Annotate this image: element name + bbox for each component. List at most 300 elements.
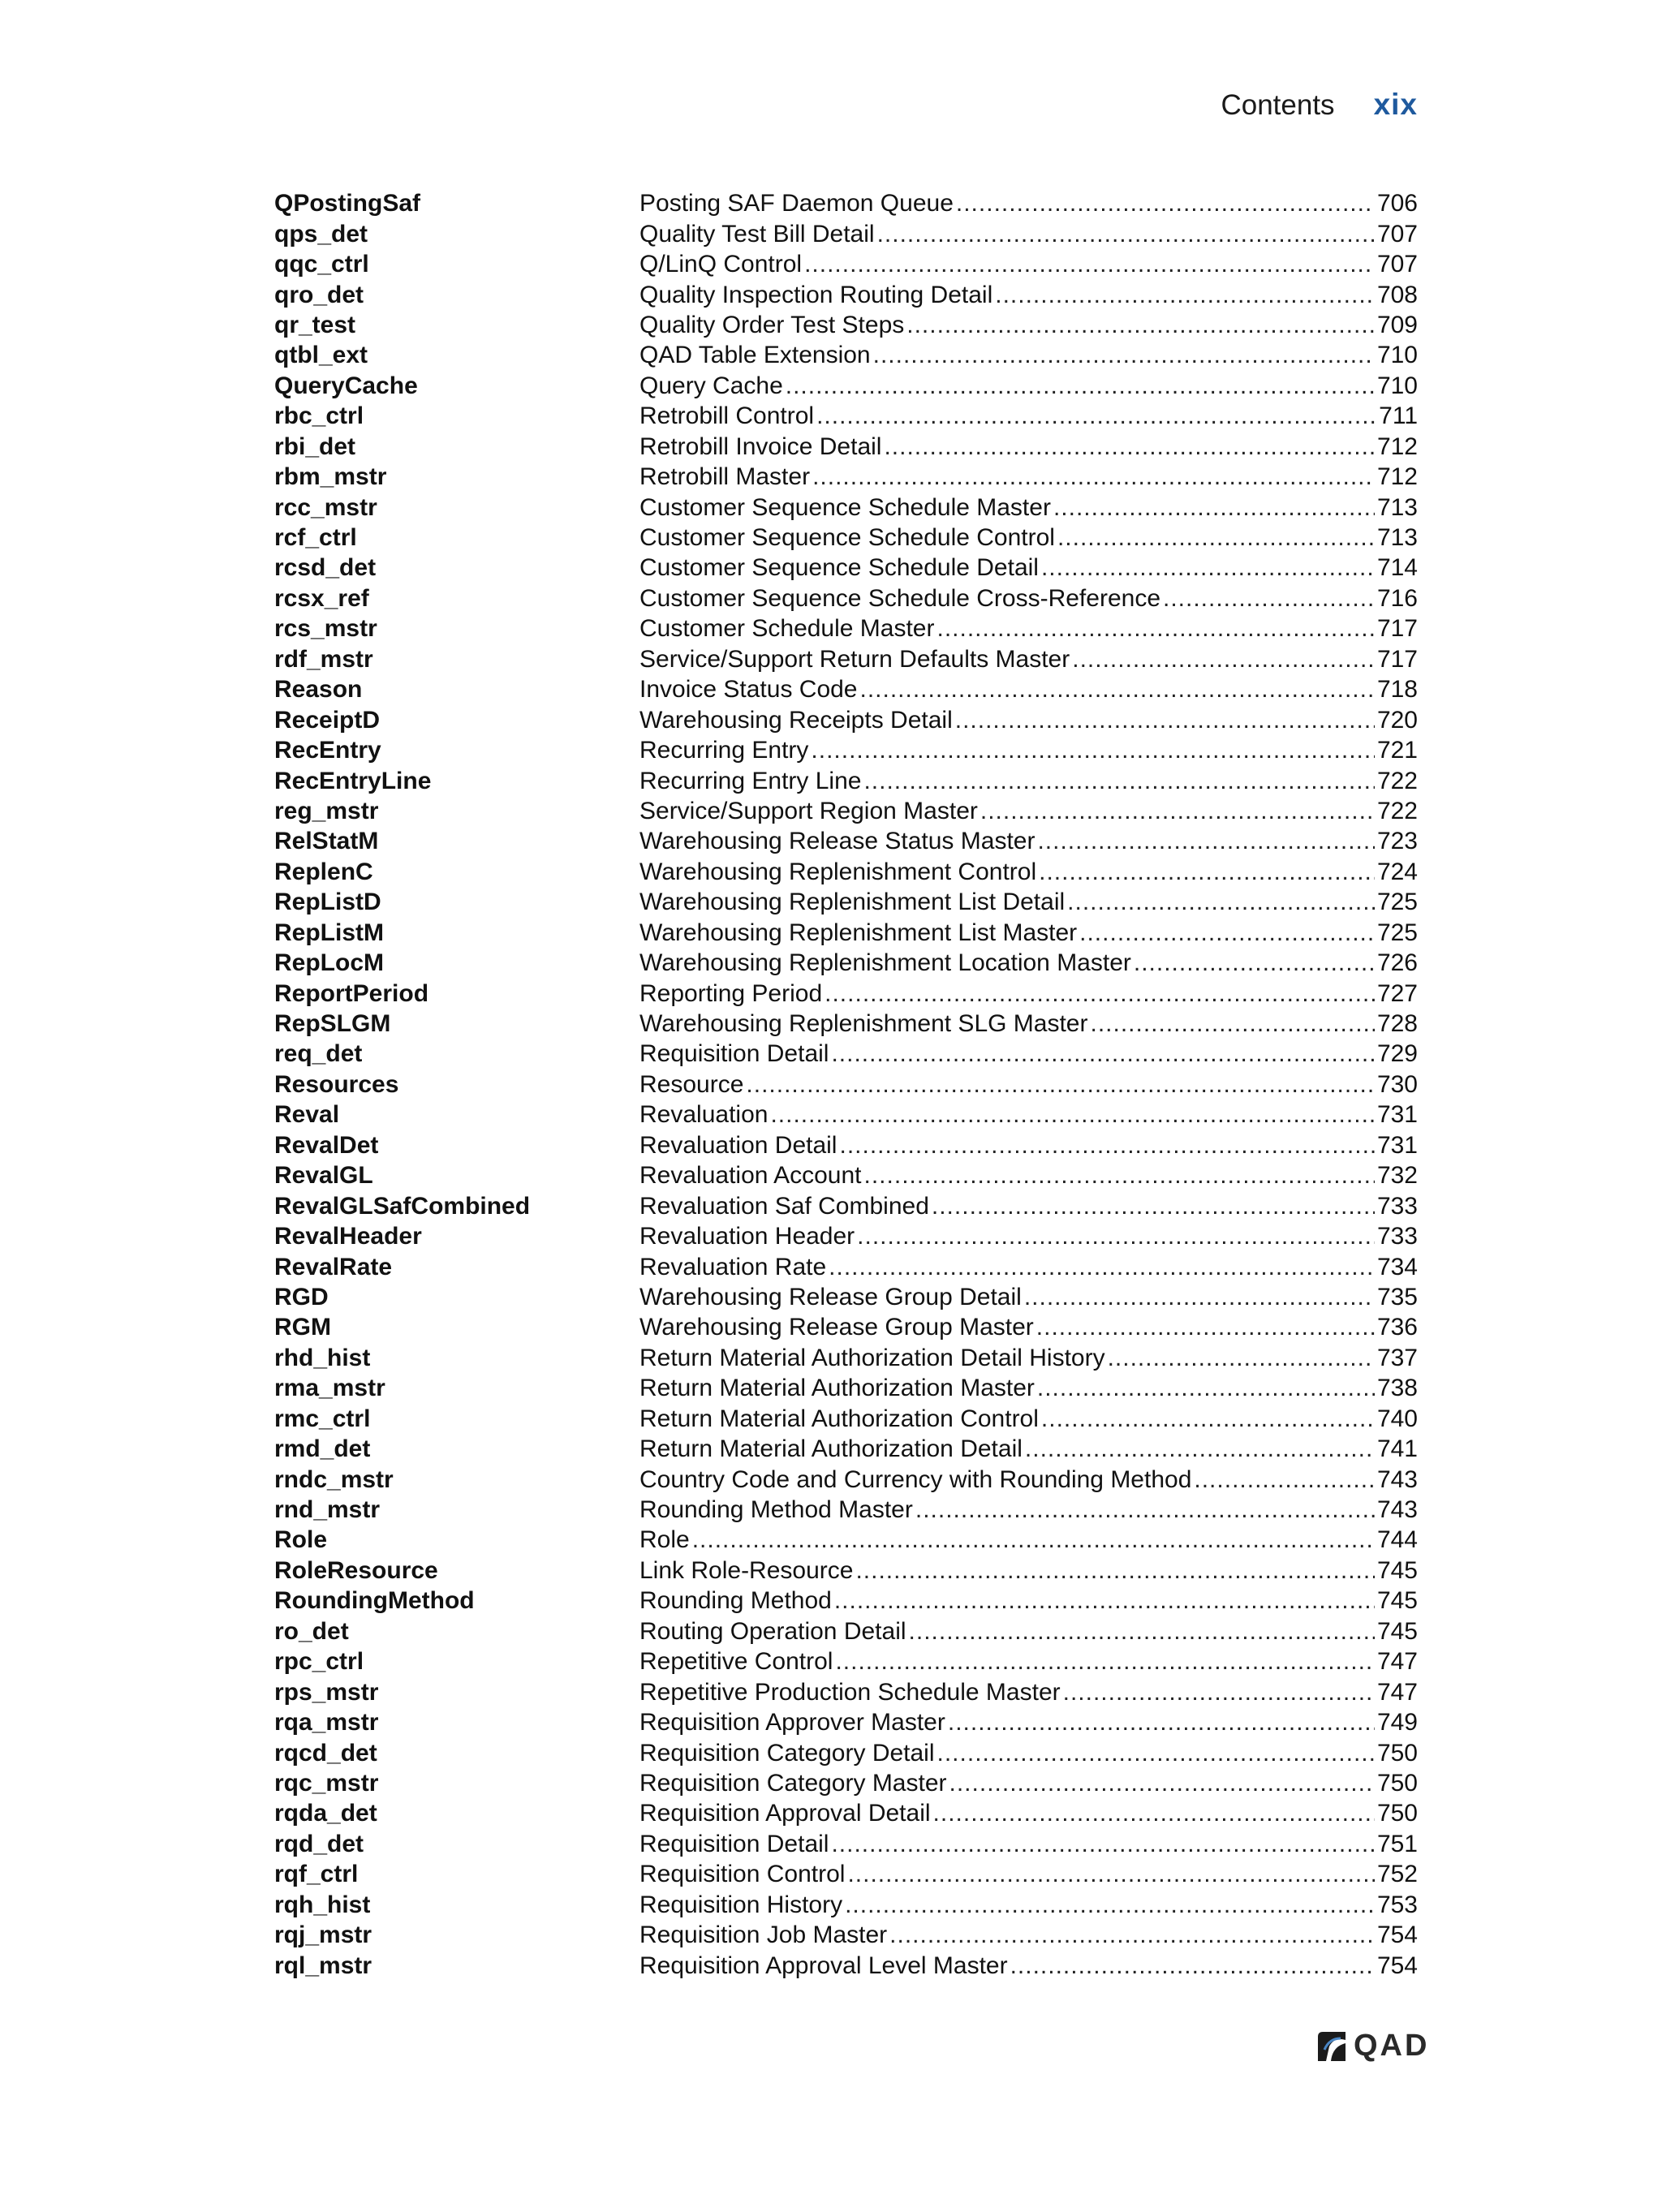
dot-leader: [770, 1100, 1375, 1130]
table-name: rps_mstr: [274, 1678, 379, 1706]
table-description: Requisition Category Master: [639, 1769, 947, 1797]
toc-entry[interactable]: [274, 1100, 1418, 1130]
page-reference: 709: [1376, 311, 1418, 338]
toc-entry[interactable]: [274, 371, 1418, 401]
page-reference: 725: [1376, 889, 1418, 916]
dot-leader: [847, 1859, 1374, 1889]
table-description: Resource: [639, 1070, 744, 1098]
table-description: Return Material Authorization Control: [639, 1405, 1039, 1432]
page-reference: 711: [1379, 402, 1418, 430]
page-reference: 710: [1376, 342, 1418, 369]
page-reference: 727: [1376, 979, 1418, 1007]
table-name: rmd_det: [274, 1435, 371, 1463]
table-description: Return Material Authorization Detail History: [639, 1344, 1105, 1371]
table-description: Revaluation Rate: [639, 1253, 827, 1280]
dot-leader: [956, 188, 1375, 218]
page-reference: 717: [1376, 615, 1418, 643]
table-description: Customer Sequence Schedule Control: [639, 524, 1055, 552]
table-description: Warehousing Replenishment Control: [639, 858, 1037, 885]
toc-entry[interactable]: [274, 857, 1418, 887]
table-description: Recurring Entry Line: [639, 767, 862, 794]
table-description: Country Code and Currency with Rounding Method: [639, 1465, 1192, 1493]
qad-logo-mark-icon: [1315, 2029, 1349, 2063]
toc-entry[interactable]: [274, 1251, 1418, 1281]
dot-leader: [889, 1920, 1375, 1950]
table-description: Warehousing Replenishment SLG Master: [639, 1010, 1088, 1038]
toc-entry[interactable]: [274, 1160, 1418, 1190]
table-description: Revaluation: [639, 1101, 769, 1129]
dot-leader: [995, 280, 1375, 310]
table-name: ReceiptD: [274, 706, 381, 734]
page-reference: 740: [1376, 1405, 1418, 1432]
dot-leader: [692, 1525, 1375, 1555]
table-name: rqd_det: [274, 1830, 364, 1857]
table-description: Requisition Approval Level Master: [639, 1952, 1008, 1979]
dot-leader: [1024, 1282, 1375, 1312]
dot-leader: [937, 613, 1375, 643]
page-reference: 750: [1376, 1739, 1418, 1767]
page-reference: 749: [1376, 1709, 1418, 1736]
dot-leader: [804, 249, 1375, 279]
dot-leader: [1090, 1009, 1374, 1039]
toc-entry[interactable]: [274, 1586, 1418, 1616]
dot-leader: [1067, 887, 1375, 917]
page-reference: 726: [1376, 949, 1418, 977]
dot-leader: [857, 1221, 1375, 1251]
table-description: Warehousing Replenishment List Master: [639, 919, 1078, 946]
table-description: Requisition Detail: [639, 1830, 829, 1857]
table-description: Requisition Detail: [639, 1040, 829, 1068]
toc-entry[interactable]: [274, 310, 1418, 340]
dot-leader: [1025, 1434, 1375, 1464]
toc-entry[interactable]: [274, 462, 1418, 492]
page-reference: 738: [1376, 1375, 1418, 1402]
table-name: reg_mstr: [274, 797, 379, 824]
dot-leader: [1134, 948, 1375, 978]
page-reference: 722: [1376, 797, 1418, 824]
table-name: RecEntry: [274, 737, 381, 764]
toc-entry[interactable]: [274, 1434, 1418, 1464]
dot-leader: [839, 1130, 1374, 1160]
dot-leader: [873, 340, 1375, 370]
table-description: Customer Schedule Master: [639, 615, 935, 643]
table-name: ReportPeriod: [274, 979, 429, 1007]
page-reference: 714: [1376, 554, 1418, 582]
page-reference: 745: [1376, 1556, 1418, 1584]
table-description: Repetitive Control: [639, 1648, 833, 1676]
dot-leader: [1037, 826, 1374, 856]
toc-entry[interactable]: [274, 978, 1418, 1008]
dot-leader: [816, 401, 1376, 431]
toc-entry[interactable]: [274, 249, 1418, 279]
table-name: rbm_mstr: [274, 463, 387, 491]
toc-entry[interactable]: [274, 826, 1418, 856]
table-name: rcsx_ref: [274, 584, 369, 612]
page-reference: 743: [1376, 1465, 1418, 1493]
dot-leader: [1194, 1465, 1375, 1495]
toc-entry[interactable]: [274, 1404, 1418, 1434]
table-name: RepSLGM: [274, 1010, 391, 1038]
page-reference: 730: [1376, 1070, 1418, 1098]
table-name: rbc_ctrl: [274, 402, 364, 430]
table-name: ro_det: [274, 1617, 349, 1645]
table-description: Retrobill Master: [639, 463, 811, 491]
page-reference: 754: [1376, 1922, 1418, 1949]
table-description: Revaluation Saf Combined: [639, 1192, 929, 1220]
table-name: RepLocM: [274, 949, 384, 977]
table-name: rcf_ctrl: [274, 524, 357, 552]
toc-entry[interactable]: [274, 1556, 1418, 1586]
table-name: rqc_mstr: [274, 1769, 379, 1797]
page-reference: 712: [1376, 463, 1418, 491]
dot-leader: [1039, 857, 1375, 887]
page-reference: 716: [1376, 584, 1418, 612]
toc-entry[interactable]: [274, 765, 1418, 795]
page-reference: 731: [1376, 1131, 1418, 1159]
toc-entry[interactable]: [274, 735, 1418, 765]
logo-text: QAD: [1354, 2028, 1430, 2063]
dot-leader: [933, 1798, 1375, 1828]
toc-entry[interactable]: [274, 1890, 1418, 1920]
dot-leader: [864, 1160, 1375, 1190]
table-name: RoleResource: [274, 1556, 438, 1584]
toc-entry[interactable]: [274, 1069, 1418, 1100]
table-name: rpc_ctrl: [274, 1648, 364, 1676]
table-name: qps_det: [274, 220, 368, 247]
dot-leader: [829, 1252, 1375, 1282]
page-reference: 708: [1376, 281, 1418, 308]
page-reference: 712: [1376, 433, 1418, 460]
table-name: rcs_mstr: [274, 615, 377, 643]
dot-leader: [1041, 1404, 1375, 1434]
table-description: Repetitive Production Schedule Master: [639, 1678, 1061, 1706]
page-reference: 724: [1376, 858, 1418, 885]
page-reference: 741: [1376, 1435, 1418, 1463]
page-reference: 744: [1376, 1526, 1418, 1554]
dot-leader: [860, 674, 1375, 704]
dot-leader: [949, 1768, 1375, 1798]
page-reference: 750: [1376, 1800, 1418, 1827]
toc-entry[interactable]: [274, 1676, 1418, 1706]
dot-leader: [884, 432, 1374, 462]
page-reference: 750: [1376, 1769, 1418, 1797]
table-name: rqa_mstr: [274, 1709, 379, 1736]
table-name: QueryCache: [274, 372, 418, 399]
toc-entry[interactable]: [274, 1829, 1418, 1859]
toc-entry[interactable]: [274, 1950, 1418, 1980]
dot-leader: [932, 1191, 1375, 1221]
table-name: RelStatM: [274, 828, 379, 855]
toc-entry[interactable]: [274, 644, 1418, 674]
table-name: RGD: [274, 1283, 329, 1310]
table-description: QAD Table Extension: [639, 342, 871, 369]
dot-leader: [746, 1069, 1375, 1100]
table-description: Requisition Approver Master: [639, 1709, 945, 1736]
dot-leader: [1063, 1677, 1375, 1707]
running-header: [1221, 88, 1418, 128]
table-name: rql_mstr: [274, 1952, 372, 1979]
table-name: rqda_det: [274, 1800, 377, 1827]
page-reference: 732: [1376, 1162, 1418, 1190]
dot-leader: [915, 1495, 1375, 1525]
table-name: req_det: [274, 1040, 363, 1068]
table-description: Warehousing Release Group Master: [639, 1314, 1034, 1341]
dot-leader: [812, 462, 1375, 492]
page-reference: 707: [1376, 220, 1418, 247]
table-description: Customer Sequence Schedule Cross-Reference: [639, 584, 1160, 612]
table-description: Revaluation Header: [639, 1223, 855, 1250]
toc-entry[interactable]: [274, 432, 1418, 462]
toc-entry[interactable]: [274, 1798, 1418, 1828]
toc-entry[interactable]: [274, 704, 1418, 734]
table-name: Role: [274, 1526, 328, 1554]
dot-leader: [831, 1039, 1374, 1069]
toc-entry[interactable]: [274, 613, 1418, 643]
dot-leader: [955, 705, 1375, 735]
table-name: RevalDet: [274, 1131, 379, 1159]
toc-entry[interactable]: [274, 583, 1418, 613]
page-reference: 721: [1376, 737, 1418, 764]
toc-entry[interactable]: [274, 1009, 1418, 1039]
table-description: Return Material Authorization Master: [639, 1375, 1035, 1402]
table-name: RevalHeader: [274, 1223, 422, 1250]
dot-leader: [948, 1707, 1375, 1737]
table-name: QPostingSaf: [274, 190, 421, 217]
dot-leader: [831, 1829, 1374, 1859]
table-name: rqh_hist: [274, 1891, 371, 1918]
page-reference: 707: [1376, 251, 1418, 278]
table-description: Service/Support Region Master: [639, 797, 978, 824]
toc-entry[interactable]: [274, 948, 1418, 978]
table-name: rmc_ctrl: [274, 1405, 371, 1432]
page-reference: 733: [1376, 1192, 1418, 1220]
page-reference: 734: [1376, 1253, 1418, 1280]
page-reference: 713: [1376, 493, 1418, 521]
page-reference: 751: [1376, 1830, 1418, 1857]
table-description: Reporting Period: [639, 979, 823, 1007]
page-reference: 717: [1376, 645, 1418, 673]
page-reference: 743: [1376, 1496, 1418, 1524]
dot-leader: [845, 1890, 1375, 1920]
table-name: rqj_mstr: [274, 1922, 372, 1949]
table-name: ReplenC: [274, 858, 373, 885]
dot-leader: [909, 1616, 1375, 1646]
table-name: Resources: [274, 1070, 399, 1098]
dot-leader: [786, 371, 1375, 401]
toc-entry[interactable]: [274, 1221, 1418, 1251]
table-description: Warehousing Replenishment Location Master: [639, 949, 1131, 977]
table-name: rbi_det: [274, 433, 356, 460]
page-reference: 753: [1376, 1891, 1418, 1918]
dot-leader: [855, 1556, 1374, 1586]
toc-entry[interactable]: [274, 887, 1418, 917]
toc-entry[interactable]: [274, 340, 1418, 370]
toc-entry[interactable]: [274, 1495, 1418, 1525]
page-reference: 722: [1376, 767, 1418, 794]
page-reference: 736: [1376, 1314, 1418, 1341]
toc-entry[interactable]: [274, 553, 1418, 583]
dot-leader: [1010, 1951, 1375, 1981]
toc-entry[interactable]: [274, 1130, 1418, 1160]
table-name: rqcd_det: [274, 1739, 377, 1767]
toc-entry[interactable]: [274, 1707, 1418, 1737]
table-description: Rounding Method Master: [639, 1496, 913, 1524]
dot-leader: [825, 979, 1375, 1009]
table-name: rcc_mstr: [274, 493, 377, 521]
page-reference: 723: [1376, 828, 1418, 855]
table-name: RepListD: [274, 889, 381, 916]
table-name: rnd_mstr: [274, 1496, 381, 1524]
table-description: Requisition Control: [639, 1861, 846, 1888]
table-description: Retrobill Control: [639, 402, 815, 430]
toc-entry[interactable]: [274, 1343, 1418, 1373]
dot-leader: [1036, 1312, 1375, 1342]
table-description: Retrobill Invoice Detail: [639, 433, 882, 460]
toc-entry[interactable]: [274, 1616, 1418, 1646]
page-reference: 747: [1376, 1678, 1418, 1706]
toc-entry[interactable]: [274, 1373, 1418, 1403]
dot-leader: [937, 1738, 1375, 1768]
page-number: xix: [1373, 88, 1418, 121]
table-description: Warehousing Release Status Master: [639, 828, 1036, 855]
toc-entry[interactable]: [274, 1920, 1418, 1950]
toc-entry[interactable]: [274, 796, 1418, 826]
table-description: Requisition Category Detail: [639, 1739, 935, 1767]
table-description: Link Role-Resource: [639, 1556, 854, 1584]
page-reference: 745: [1376, 1617, 1418, 1645]
toc-entry[interactable]: [274, 492, 1418, 522]
page-reference: 720: [1376, 706, 1418, 734]
table-name: rdf_mstr: [274, 645, 373, 673]
table-name: rqf_ctrl: [274, 1861, 359, 1888]
table-name: qqc_ctrl: [274, 251, 369, 278]
dot-leader: [1057, 523, 1375, 553]
table-description: Warehousing Release Group Detail: [639, 1283, 1022, 1310]
table-name: rcsd_det: [274, 554, 377, 582]
table-name: RecEntryLine: [274, 767, 432, 794]
dot-leader: [980, 796, 1375, 826]
table-description: Warehousing Receipts Detail: [639, 706, 953, 734]
page-reference: 706: [1376, 190, 1418, 217]
table-name: RoundingMethod: [274, 1587, 475, 1615]
table-name: qtbl_ext: [274, 342, 368, 369]
toc-entry[interactable]: [274, 1859, 1418, 1889]
table-description: Invoice Status Code: [639, 676, 858, 704]
toc-entry[interactable]: [274, 1737, 1418, 1767]
dot-leader: [835, 1646, 1374, 1676]
table-name: rndc_mstr: [274, 1465, 394, 1493]
page-reference: 754: [1376, 1952, 1418, 1979]
page-reference: 752: [1376, 1861, 1418, 1888]
toc-entry[interactable]: [274, 1190, 1418, 1220]
table-description: Quality Test Bill Detail: [639, 220, 875, 247]
header-title: Contents: [1221, 89, 1335, 121]
dot-leader: [906, 310, 1375, 340]
table-name: Reason: [274, 676, 363, 704]
toc-entry[interactable]: [274, 188, 1418, 218]
toc-entry[interactable]: [274, 674, 1418, 704]
toc-entry[interactable]: [274, 1039, 1418, 1069]
table-name: RevalGL: [274, 1162, 373, 1190]
table-description: Quality Order Test Steps: [639, 311, 905, 338]
table-description: Rounding Method: [639, 1587, 832, 1615]
table-description: Customer Sequence Schedule Detail: [639, 554, 1039, 582]
dot-leader: [1163, 583, 1375, 613]
toc-entry[interactable]: [274, 1464, 1418, 1494]
page-reference: 725: [1376, 919, 1418, 946]
dot-leader: [877, 219, 1375, 249]
table-description: Quality Inspection Routing Detail: [639, 281, 993, 308]
toc-entry[interactable]: [274, 1312, 1418, 1342]
table-description: Routing Operation Detail: [639, 1617, 906, 1645]
table-description: Role: [639, 1526, 690, 1554]
page-reference: 718: [1376, 676, 1418, 704]
toc-entry[interactable]: [274, 1282, 1418, 1312]
toc-entry[interactable]: [274, 279, 1418, 309]
table-description: Service/Support Return Defaults Master: [639, 645, 1070, 673]
table-description: Revaluation Account: [639, 1162, 862, 1190]
toc-entry[interactable]: [274, 401, 1418, 431]
table-description: Recurring Entry: [639, 737, 809, 764]
dot-leader: [863, 766, 1374, 796]
page-reference: 728: [1376, 1010, 1418, 1038]
table-name: RevalGLSafCombined: [274, 1192, 531, 1220]
table-description: Warehousing Replenishment List Detail: [639, 889, 1066, 916]
table-name: rhd_hist: [274, 1344, 371, 1371]
toc-entry[interactable]: [274, 918, 1418, 948]
toc-entry[interactable]: [274, 1646, 1418, 1676]
table-description: Requisition Job Master: [639, 1922, 888, 1949]
page-reference: 731: [1376, 1101, 1418, 1129]
page-reference: 729: [1376, 1040, 1418, 1068]
page-reference: 713: [1376, 524, 1418, 552]
page-reference: 737: [1376, 1344, 1418, 1371]
qad-logo: [1315, 2025, 1429, 2066]
table-name: Reval: [274, 1101, 340, 1129]
dot-leader: [1053, 493, 1375, 523]
table-name: RevalRate: [274, 1253, 393, 1280]
table-of-contents: [274, 188, 1418, 1981]
table-description: Requisition Approval Detail: [639, 1800, 931, 1827]
page-reference: 733: [1376, 1223, 1418, 1250]
table-description: Query Cache: [639, 372, 783, 399]
toc-entry[interactable]: [274, 523, 1418, 553]
table-name: qr_test: [274, 311, 356, 338]
toc-entry[interactable]: [274, 218, 1418, 248]
table-description: Q/LinQ Control: [639, 251, 803, 278]
dot-leader: [811, 735, 1375, 765]
table-description: Posting SAF Daemon Queue: [639, 190, 954, 217]
dot-leader: [1041, 553, 1375, 583]
table-description: Return Material Authorization Detail: [639, 1435, 1023, 1463]
page-reference: 747: [1376, 1648, 1418, 1676]
table-name: rma_mstr: [274, 1375, 385, 1402]
toc-entry[interactable]: [274, 1768, 1418, 1798]
table-name: qro_det: [274, 281, 364, 308]
table-name: RGM: [274, 1314, 331, 1341]
dot-leader: [1037, 1373, 1375, 1403]
dot-leader: [1108, 1343, 1375, 1373]
table-description: Revaluation Detail: [639, 1131, 837, 1159]
dot-leader: [834, 1586, 1375, 1616]
toc-entry[interactable]: [274, 1525, 1418, 1555]
page-reference: 735: [1376, 1283, 1418, 1310]
dot-leader: [1079, 918, 1375, 948]
dot-leader: [1072, 644, 1375, 674]
table-description: Customer Sequence Schedule Master: [639, 493, 1051, 521]
page-reference: 710: [1376, 372, 1418, 399]
table-description: Requisition History: [639, 1891, 843, 1918]
